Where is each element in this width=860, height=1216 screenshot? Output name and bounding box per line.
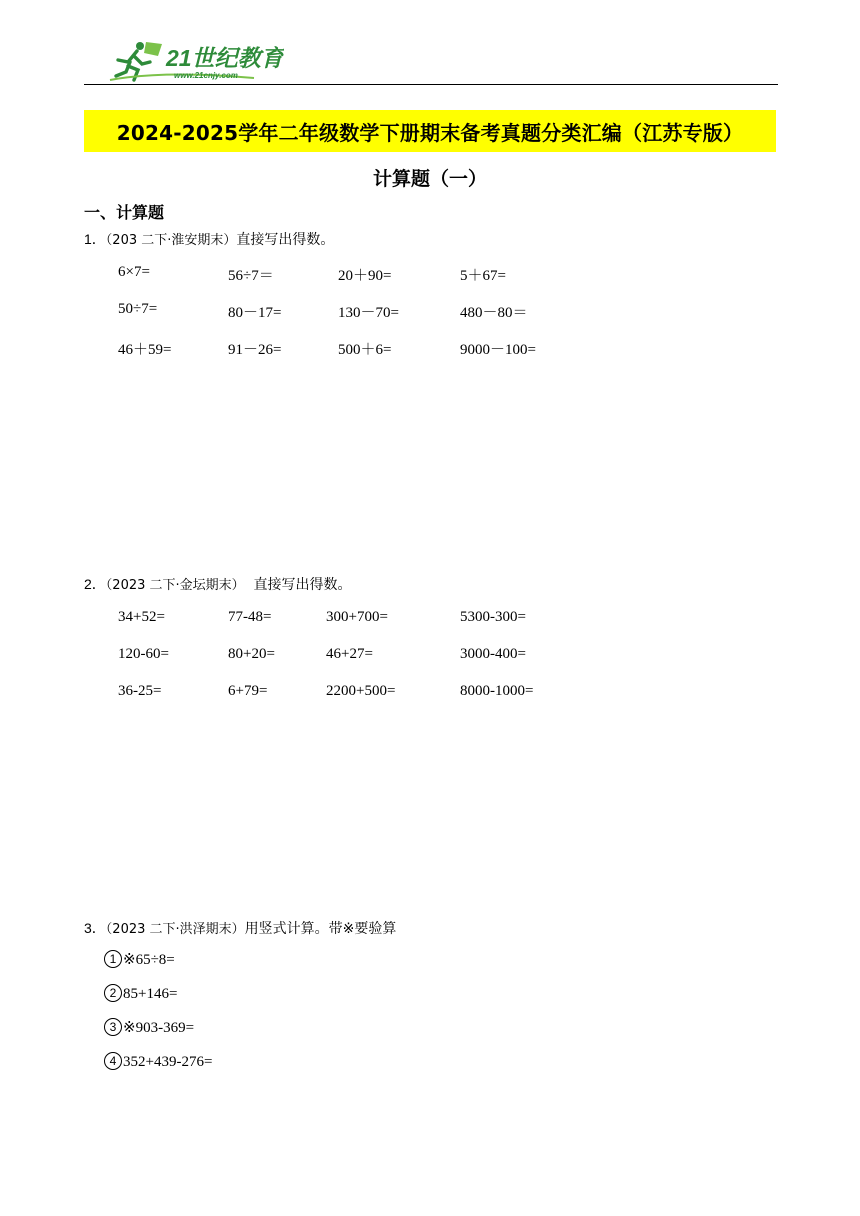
svg-text:www.21cnjy.com: www.21cnjy.com bbox=[174, 71, 238, 80]
problem: 120-60= bbox=[118, 646, 169, 662]
list-item bbox=[104, 1052, 212, 1086]
question-2-grid bbox=[118, 609, 678, 720]
list-item bbox=[104, 950, 212, 984]
question-prompt: 直接写出得数。 bbox=[244, 577, 352, 593]
grid-row bbox=[118, 338, 678, 375]
page-header bbox=[84, 40, 778, 86]
problem: 80－17= bbox=[228, 305, 282, 321]
problem: 6+79= bbox=[228, 683, 268, 699]
problem: 352+439-276= bbox=[123, 1054, 213, 1070]
section-heading: 一、计算题 bbox=[84, 203, 165, 222]
list-item bbox=[104, 1018, 212, 1052]
problem: 20＋90= bbox=[338, 268, 392, 284]
document-title: 2024-2025学年二年级数学下册期末备考真题分类汇编（江苏专版） bbox=[116, 121, 744, 145]
problem: 77-48= bbox=[228, 609, 272, 625]
problem: 46＋59= bbox=[118, 342, 172, 358]
problem: 3000-400= bbox=[460, 646, 526, 662]
grid-row bbox=[118, 609, 678, 646]
problem: 8000-1000= bbox=[460, 683, 534, 699]
document-subtitle: 计算题（一） bbox=[372, 168, 487, 190]
circled-number-marker: 4 bbox=[104, 1052, 122, 1070]
problem: 46+27= bbox=[326, 646, 373, 662]
question-2-heading bbox=[84, 574, 352, 594]
question-1-heading bbox=[84, 229, 334, 249]
list-item bbox=[104, 984, 212, 1018]
question-source: （203 二下·淮安期末） bbox=[105, 233, 237, 248]
problem: 36-25= bbox=[118, 683, 162, 699]
logo-21cnjy bbox=[104, 40, 284, 86]
question-3-heading bbox=[84, 918, 396, 938]
problem: 9000－100= bbox=[460, 342, 536, 358]
grid-row bbox=[118, 264, 678, 301]
problem: 480－80＝ bbox=[460, 305, 528, 321]
question-3-list bbox=[104, 950, 212, 1086]
problem: 91－26= bbox=[228, 342, 282, 358]
question-prompt: 直接写出得数。 bbox=[236, 232, 335, 248]
problem: 130－70= bbox=[338, 305, 399, 321]
header-rule bbox=[84, 84, 778, 85]
question-source: （2023 二下·金坛期末） bbox=[105, 578, 245, 593]
svg-text:21世纪教育: 21世纪教育 bbox=[166, 45, 284, 71]
circled-number-marker: 3 bbox=[104, 1018, 122, 1036]
question-number: 1． bbox=[84, 231, 106, 247]
problem: 2200+500= bbox=[326, 683, 396, 699]
grid-row bbox=[118, 646, 678, 683]
problem: 34+52= bbox=[118, 609, 165, 625]
grid-row bbox=[118, 683, 678, 720]
question-number: 2． bbox=[84, 576, 106, 592]
problem: ※65÷8= bbox=[123, 952, 175, 968]
problem: 85+146= bbox=[123, 986, 178, 1002]
question-prompt: 用竖式计算。带※要验算 bbox=[244, 921, 397, 937]
problem: 6×7= bbox=[118, 264, 150, 280]
grid-row bbox=[118, 301, 678, 338]
problem: 5300-300= bbox=[460, 609, 526, 625]
problem: 50÷7= bbox=[118, 301, 158, 317]
problem: ※903-369= bbox=[123, 1020, 195, 1036]
question-number: 3． bbox=[84, 920, 106, 936]
problem: 80+20= bbox=[228, 646, 275, 662]
circled-number-marker: 1 bbox=[104, 950, 122, 968]
problem: 300+700= bbox=[326, 609, 388, 625]
circled-number-marker: 2 bbox=[104, 984, 122, 1002]
problem: 500＋6= bbox=[338, 342, 392, 358]
problem: 5＋67= bbox=[460, 268, 506, 284]
question-1-grid bbox=[118, 264, 678, 375]
problem: 56÷7＝ bbox=[228, 268, 274, 284]
question-source: （2023 二下·洪泽期末） bbox=[105, 922, 245, 937]
